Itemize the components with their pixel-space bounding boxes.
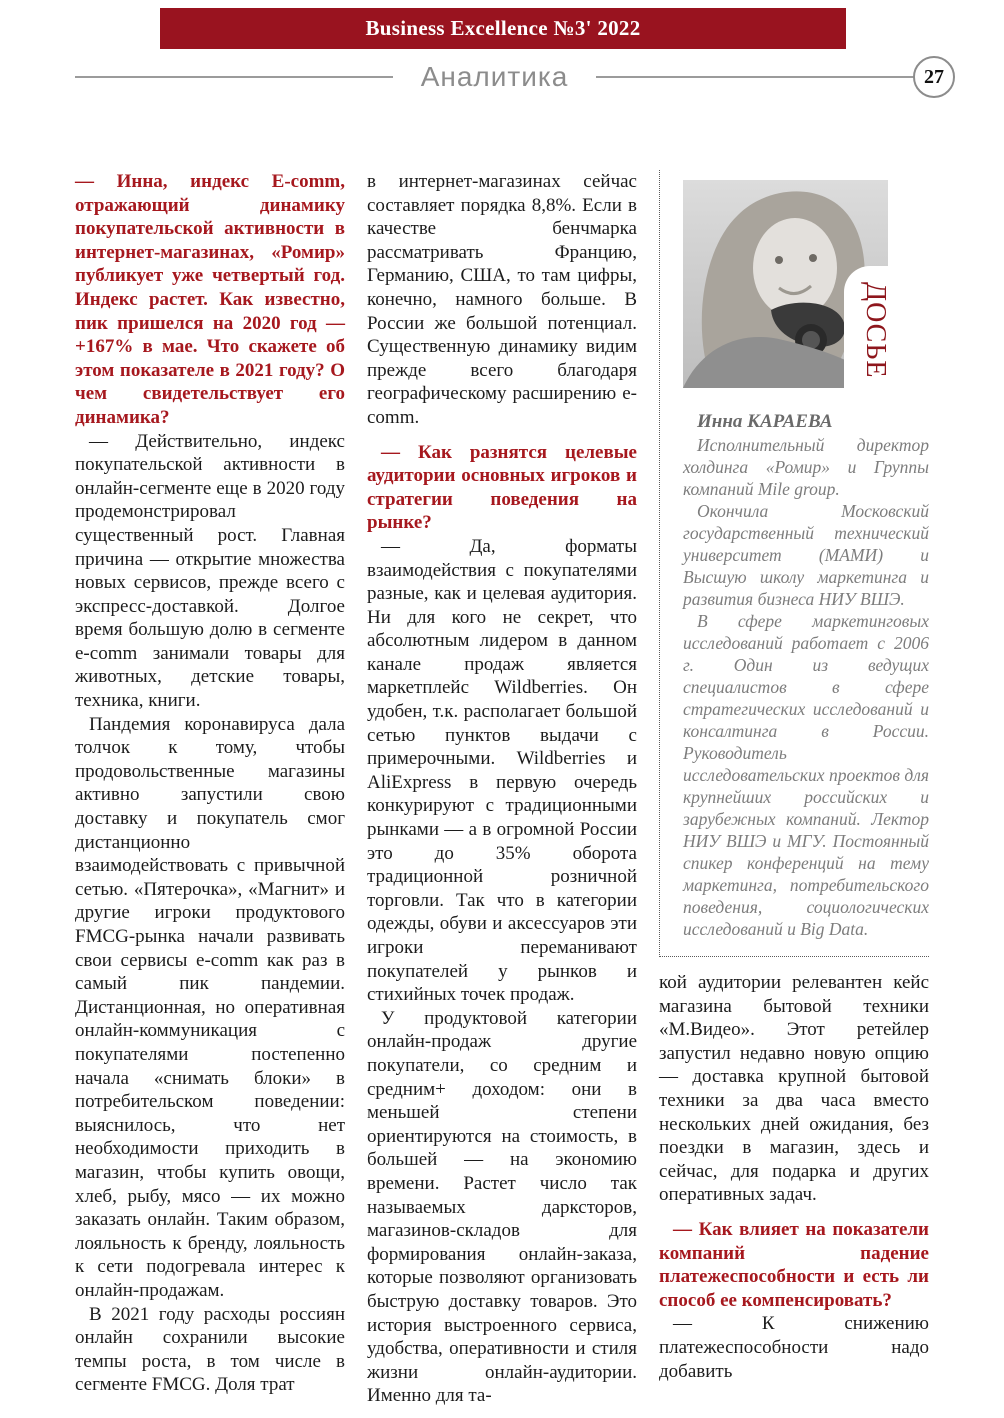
masthead-title: Business Excellence №3' 2022	[365, 16, 641, 40]
answer-paragraph: — К снижению платежеспособности надо добавить	[659, 1313, 929, 1382]
column-1	[75, 170, 345, 1408]
continuation-paragraph: в интернет-магазинах сейчас составляет порядка 8,8%. Если в качестве бенчмарка рассматривать Францию, Германию, США, то там цифры, конечно, намного больше. В России же большой потенциал. Существенную динамику видим прежде всего благодаря географическому расширению e-comm.	[367, 171, 637, 428]
dossier-person-name: Инна КАРАЕВА	[697, 411, 833, 432]
bio-paragraph: Исполнительный директор холдинга «Ромир» и Группы компаний Mile group.	[683, 435, 929, 499]
page-number: 27	[924, 65, 944, 88]
answer-paragraph: У продуктовой категории онлайн-продаж другие покупатели, со средним и средним+ доходом: они в меньшей степени ориентируются на стоимость, в большей — на экономию времени. Растет число так называемых дарксторов, магазинов-складов для формирования онлайн-заказа, которые позволяют организовать быструю доставку товаров. Это история выстроенного сервиса, удобства, оперативности и стиля жизни онлайн-аудитории. Именно для та-	[367, 1007, 637, 1407]
article-columns	[75, 170, 929, 1408]
portrait-photo	[683, 180, 891, 388]
bio-paragraph: В сфере маркетинговых исследований работает с 2006 г. Один из ведущих специалистов в сфере стратегических исследований и консалтинга в России. Руководитель исследовательских проектов для крупнейших российских и зарубежных компаний. Лектор НИУ ВШЭ и МГУ. Постоянный спикер конференций на тему маркетинга, потребительского поведения, социологических исследований и Big Data.	[683, 611, 929, 939]
answer-paragraph: — Действительно, индекс покупательской активности в онлайн-сегменте еще в 2020 году продемонстрировал существенный рост. Главная причина — открытие множества новых сервисов, прежде всего с экспресс-доставкой. Долгое время большую долю в сегменте e-comm занимали товары для животных, детские товары, техника, книги.	[75, 430, 345, 712]
section-title: Аналитика	[420, 61, 569, 92]
column-3	[659, 170, 929, 1408]
column-2	[367, 170, 637, 1408]
page-number-badge	[913, 56, 955, 98]
interview-question-3: — Как влияет на показатели компаний падение платежеспособности и есть ли способ ее компенсировать?	[659, 1218, 929, 1311]
answer-paragraph: Пандемия коронавируса дала толчок к тому, чтобы продовольственные магазины активно запустили свою доставку и покупатель смог дистанционно взаимодействовать с привычной сетью. «Пятерочка», «Магнит» и другие игроки продуктового FMCG-рынка начали развивать свои сервисы e-comm как раз в самый пик пандемии. Дистанционная, но оперативная онлайн-коммуникация с покупателями постепенно начала «снимать блоки» в потребительском поведении: выяснилось, что нет необходимости приходить в магазин, чтобы купить овощи, хлеб, рыбу, мясо — их можно заказать онлайн. Таким образом, лояльность к бренду, лояльность к сети подогревала интерес к онлайн-продажам.	[75, 713, 345, 1301]
answer-paragraph: — Да, форматы взаимодействия с покупателями разные, как и целевая аудитория. Ни для кого не секрет, что абсолютным лидером в данном канале продаж является маркетплейс Wildberries. Он удобен, т.к. располагает большой сетью пунктов выдачи с примерочными. Wildberries и AliExpress в первую очередь конкурируют с традиционными рынками — а в огромной России это до 35% оборота традиционной розничной торговли. Так что в категории одежды, обуви и аксессуаров эти игроки переманивают покупателей у рынков и стихийных точек продаж.	[367, 535, 637, 1006]
interview-question-2: — Как разнятся целевые аудитории основных игроков и стратегии поведения на рынке?	[367, 441, 637, 534]
continuation-paragraph: кой аудитории релевантен кейс магазина бытовой техники «М.Видео». Этот ретейлер запустил недавно новую опцию — доставка крупной бытовой техники за два часа вместо нескольких дней ожидания, без поездки в магазин, здесь и сейчас, для подарка и других оперативных задач.	[659, 972, 929, 1206]
interview-question-1: — Инна, индекс E-comm, отражающий динамику покупательской активности в интернет-магазинах, «Ромир» публикует уже четвертый год. Индекс растет. Как известно, пик пришелся на 2020 год — +167% в мае. Что скажете об этом показателе в 2021 году? О чем свидетельствует его динамика?	[75, 171, 345, 428]
dossier-label: ДОСЬЕ	[859, 282, 891, 379]
section-heading-row	[75, 56, 955, 98]
right-rule	[596, 76, 914, 78]
left-rule	[75, 76, 393, 78]
bio-paragraph: Окончила Московский государственный технический университет (МАМИ) и Высшую школу маркетинга и развития бизнеса НИУ ВШЭ.	[683, 501, 929, 609]
masthead-bar	[160, 8, 846, 49]
answer-paragraph: В 2021 году расходы россиян онлайн сохранили высокие темпы роста, в том числе в сегменте FMCG. Доля трат	[75, 1303, 345, 1396]
dossier-bio	[683, 434, 929, 940]
dossier-label-notch	[844, 266, 906, 392]
dossier-box	[659, 170, 929, 957]
